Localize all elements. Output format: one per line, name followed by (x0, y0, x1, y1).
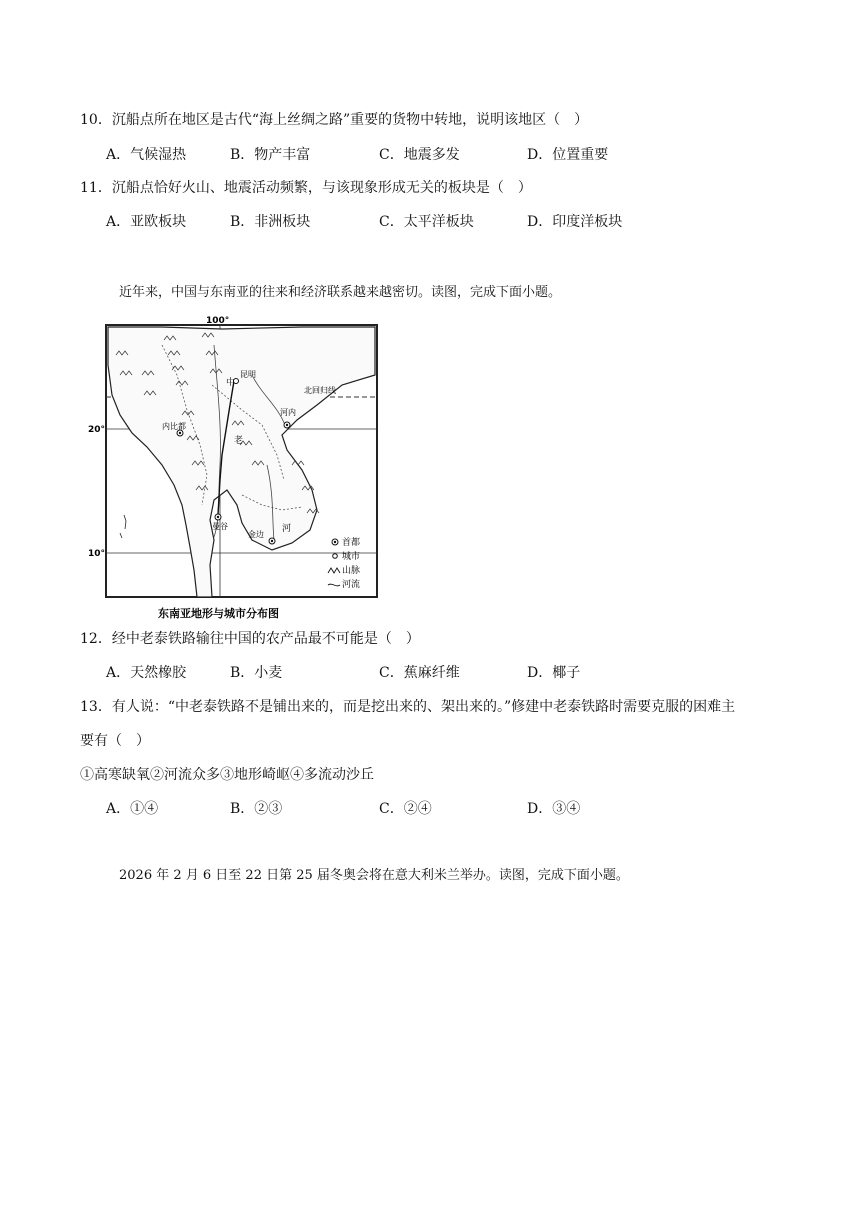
question-13-items: ①高寒缺氧②河流众多③地形崎岖④多流动沙丘 (80, 767, 374, 783)
q11-option-a[interactable]: A．亚欧板块 (106, 214, 187, 230)
q11-option-b[interactable]: B．非洲板块 (230, 214, 311, 230)
q10-option-d[interactable]: D．位置重要 (527, 147, 609, 163)
label-kunming: 昆明 (240, 370, 256, 379)
capital-naypyidaw-dot (179, 432, 181, 434)
legend-city-icon (333, 554, 338, 559)
southeast-asia-map-figure (88, 315, 384, 625)
q11-option-c[interactable]: C．太平洋板块 (379, 214, 474, 230)
q12-option-b[interactable]: B．小麦 (230, 665, 283, 681)
question-11-stem: 11．沉船点恰好火山、地震活动频繁，与该现象形成无关的板块是（ ） (80, 180, 532, 196)
legend-city-label: 城市 (342, 552, 361, 562)
question-13-stem-line1: 13．有人说：“中老泰铁路不是铺出来的，而是挖出来的、架出来的。”修建中老泰铁路时需要克服的困难主 (80, 699, 736, 715)
label-naypyidaw: 内比都 (162, 422, 186, 431)
label-lao: 老 (234, 436, 244, 446)
question-12-stem: 12．经中老泰铁路输往中国的农产品最不可能是（ ） (80, 631, 420, 647)
label-100-degree: 100° (206, 316, 230, 326)
q12-option-a[interactable]: A．天然橡胶 (106, 665, 187, 681)
label-he: 河 (282, 524, 292, 534)
label-10-degree: 10° (88, 549, 106, 559)
q12-option-c[interactable]: C．蕉麻纤维 (379, 665, 460, 681)
q11-option-d[interactable]: D．印度洋板块 (527, 214, 623, 230)
legend-river-label: 河流 (342, 580, 361, 590)
q13-option-a[interactable]: A．①④ (106, 801, 159, 817)
label-20-degree: 20° (88, 425, 106, 435)
q10-option-c[interactable]: C．地震多发 (379, 147, 460, 163)
passage-intro-winter-olympics: 2026 年 2 月 6 日至 22 日第 25 届冬奥会将在意大利米兰举办。读图，完成下面小题。 (119, 868, 629, 883)
label-bangkok: 曼谷 (212, 522, 228, 531)
capital-phnompenh-dot (271, 540, 273, 542)
legend-capital-label: 首都 (342, 538, 361, 548)
label-tropic-of-cancer: 北回归线 (304, 386, 336, 395)
question-10-stem: 10．沉船点所在地区是古代“海上丝绸之路”重要的货物中转地，说明该地区（ ） (80, 112, 589, 128)
q13-option-d[interactable]: D．③④ (527, 801, 581, 817)
legend-capital-icon-dot (334, 541, 336, 543)
label-phnompenh: 金边 (248, 530, 264, 539)
capital-hanoi-dot (286, 424, 288, 426)
capital-bangkok-dot (217, 516, 219, 518)
q13-option-c[interactable]: C．②④ (379, 801, 432, 817)
passage-intro-southeast-asia: 近年来，中国与东南亚的往来和经济联系越来越密切。读图，完成下面小题。 (119, 285, 562, 300)
label-zhong: 中 (226, 378, 236, 388)
label-hanoi: 河内 (280, 408, 296, 417)
question-13-stem-line2: 要有（ ） (80, 733, 150, 749)
q10-option-b[interactable]: B．物产丰富 (230, 147, 311, 163)
q13-option-b[interactable]: B．②③ (230, 801, 283, 817)
q10-option-a[interactable]: A．气候湿热 (106, 147, 187, 163)
southeast-asia-map (88, 315, 384, 625)
q12-option-d[interactable]: D．椰子 (527, 665, 581, 681)
legend-mountain-label: 山脉 (342, 566, 361, 576)
map-caption: 东南亚地形与城市分布图 (158, 607, 279, 620)
